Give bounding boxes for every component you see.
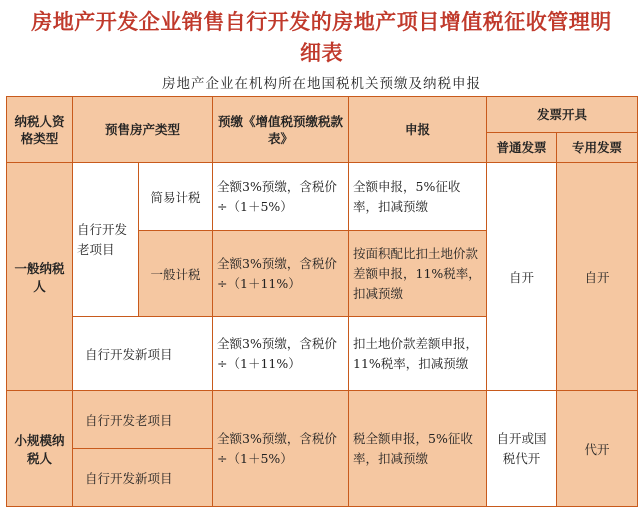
general-new-project: 自行开发新项目 — [73, 317, 213, 391]
new-project-declare: 扣土地价款差额申报，11%税率，扣减预缴 — [349, 317, 487, 391]
title-line-1: 房地产开发企业销售自行开发的房地产项目增值税征收管理明 — [31, 9, 612, 34]
general-tax-declare: 按面积配比扣土地价款差额申报，11%税率，扣减预缴 — [349, 231, 487, 317]
simple-tax-method: 简易计税 — [139, 163, 213, 231]
general-old-project: 自行开发老项目 — [73, 163, 139, 317]
small-ordinary-invoice: 自开或国税代开 — [487, 391, 557, 507]
header-special-invoice: 专用发票 — [557, 133, 638, 163]
header-declare: 申报 — [349, 97, 487, 163]
small-taxpayer-label: 小规模纳税人 — [7, 391, 73, 507]
small-special-invoice: 代开 — [557, 391, 638, 507]
page-title — [0, 6, 643, 68]
general-tax-prepay: 全额3%预缴，含税价÷（1＋11%） — [213, 231, 349, 317]
general-tax-method: 一般计税 — [139, 231, 213, 317]
header-ordinary-invoice: 普通发票 — [487, 133, 557, 163]
table-subtitle: 房地产企业在机构所在地国税机关预缴及纳税申报 — [162, 76, 481, 92]
small-new-project: 自行开发新项目 — [73, 449, 213, 507]
header-prepay: 预缴《增值税预缴税款表》 — [213, 97, 349, 163]
header-invoice: 发票开具 — [487, 97, 638, 133]
header-presale-type: 预售房产类型 — [73, 97, 213, 163]
vat-management-table — [6, 96, 638, 507]
simple-tax-prepay: 全额3%预缴，含税价÷（1＋5%） — [213, 163, 349, 231]
simple-tax-declare: 全额申报，5%征收率，扣减预缴 — [349, 163, 487, 231]
general-ordinary-invoice: 自开 — [487, 163, 557, 391]
title-line-2: 细表 — [300, 40, 343, 65]
small-declare: 税全额申报，5%征收率，扣减预缴 — [349, 391, 487, 507]
new-project-prepay: 全额3%预缴，含税价÷（1＋11%） — [213, 317, 349, 391]
header-taxpayer-type: 纳税人资格类型 — [7, 97, 73, 163]
small-old-project: 自行开发老项目 — [73, 391, 213, 449]
general-special-invoice: 自开 — [557, 163, 638, 391]
general-taxpayer-label: 一般纳税人 — [7, 163, 73, 391]
small-prepay: 全额3%预缴，含税价÷（1＋5%） — [213, 391, 349, 507]
